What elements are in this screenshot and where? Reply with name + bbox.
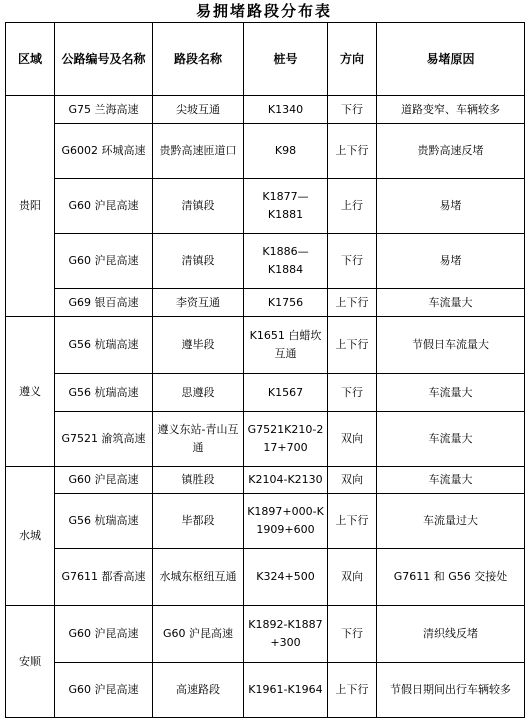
stake-cell: K1897+000-K1909+600 — [244, 494, 328, 549]
table-row — [6, 412, 525, 467]
table-row — [6, 289, 525, 317]
table-row — [6, 549, 525, 606]
header-section: 路段名称 — [153, 23, 244, 96]
congestion-table — [5, 22, 525, 718]
region-cell: 遵义 — [6, 317, 55, 467]
road-cell: G69 银百高速 — [55, 289, 153, 317]
section-cell: 高速路段 — [153, 663, 244, 718]
direction-cell: 上下行 — [328, 289, 377, 317]
stake-cell: K1961-K1964 — [244, 663, 328, 718]
direction-cell: 双向 — [328, 549, 377, 606]
stake-cell: K1340 — [244, 96, 328, 124]
direction-cell: 双向 — [328, 412, 377, 467]
header-stake: 桩号 — [244, 23, 328, 96]
page-title: 易拥堵路段分布表 — [195, 2, 332, 20]
reason-cell: 车流量过大 — [377, 494, 525, 549]
table-row — [6, 606, 525, 663]
table-row — [6, 663, 525, 718]
stake-cell: K324+500 — [244, 549, 328, 606]
region-cell: 贵阳 — [6, 96, 55, 317]
road-cell: G60 沪昆高速 — [55, 467, 153, 494]
table-row — [6, 96, 525, 124]
reason-cell: 车流量大 — [377, 467, 525, 494]
road-cell: G56 杭瑞高速 — [55, 317, 153, 374]
reason-cell: 节假日期间出行车辆较多 — [377, 663, 525, 718]
road-cell: G6002 环城高速 — [55, 124, 153, 179]
table-row — [6, 494, 525, 549]
direction-cell: 下行 — [328, 374, 377, 412]
reason-cell: 车流量大 — [377, 374, 525, 412]
road-cell: G60 沪昆高速 — [55, 606, 153, 663]
direction-cell: 下行 — [328, 96, 377, 124]
section-cell: 尖坡互通 — [153, 96, 244, 124]
header-road: 公路编号及名称 — [55, 23, 153, 96]
section-cell: 镇胜段 — [153, 467, 244, 494]
stake-cell: G7521K210-217+700 — [244, 412, 328, 467]
reason-cell: 道路变窄、车辆较多 — [377, 96, 525, 124]
section-cell: 清镇段 — [153, 179, 244, 234]
table-row — [6, 467, 525, 494]
stake-cell: K1892-K1887+300 — [244, 606, 328, 663]
stake-cell: K98 — [244, 124, 328, 179]
table-row — [6, 317, 525, 374]
stake-cell: K1886—K1884 — [244, 234, 328, 289]
reason-cell: 车流量大 — [377, 412, 525, 467]
stake-cell: K1877—K1881 — [244, 179, 328, 234]
table-row — [6, 234, 525, 289]
section-cell: 李资互通 — [153, 289, 244, 317]
reason-cell: 易堵 — [377, 234, 525, 289]
road-cell: G56 杭瑞高速 — [55, 374, 153, 412]
section-cell: 遵义东站-青山互通 — [153, 412, 244, 467]
section-cell: 毕都段 — [153, 494, 244, 549]
direction-cell: 下行 — [328, 606, 377, 663]
table-row — [6, 179, 525, 234]
road-cell: G60 沪昆高速 — [55, 179, 153, 234]
stake-cell: K1651 白蜡坎互通 — [244, 317, 328, 374]
direction-cell: 上下行 — [328, 317, 377, 374]
table-row — [6, 124, 525, 179]
section-cell: G60 沪昆高速 — [153, 606, 244, 663]
table-row — [6, 374, 525, 412]
stake-cell: K2104-K2130 — [244, 467, 328, 494]
region-cell: 安顺 — [6, 606, 55, 718]
section-cell: 思遵段 — [153, 374, 244, 412]
road-cell: G7611 都香高速 — [55, 549, 153, 606]
section-cell: 遵毕段 — [153, 317, 244, 374]
reason-cell: 车流量大 — [377, 289, 525, 317]
direction-cell: 上下行 — [328, 663, 377, 718]
region-cell: 水城 — [6, 467, 55, 606]
section-cell: 贵黔高速匝道口 — [153, 124, 244, 179]
road-cell: G75 兰海高速 — [55, 96, 153, 124]
header-direction: 方向 — [328, 23, 377, 96]
reason-cell: 易堵 — [377, 179, 525, 234]
reason-cell: G7611 和 G56 交接处 — [377, 549, 525, 606]
stake-cell: K1567 — [244, 374, 328, 412]
section-cell: 清镇段 — [153, 234, 244, 289]
direction-cell: 上下行 — [328, 494, 377, 549]
road-cell: G60 沪昆高速 — [55, 234, 153, 289]
road-cell: G56 杭瑞高速 — [55, 494, 153, 549]
reason-cell: 清织线反堵 — [377, 606, 525, 663]
direction-cell: 双向 — [328, 467, 377, 494]
table-header-row — [6, 23, 525, 96]
direction-cell: 上下行 — [328, 124, 377, 179]
header-reason: 易堵原因 — [377, 23, 525, 96]
direction-cell: 上行 — [328, 179, 377, 234]
section-cell: 水城东枢纽互通 — [153, 549, 244, 606]
reason-cell: 贵黔高速反堵 — [377, 124, 525, 179]
road-cell: G60 沪昆高速 — [55, 663, 153, 718]
header-region: 区域 — [6, 23, 55, 96]
road-cell: G7521 渝筑高速 — [55, 412, 153, 467]
stake-cell: K1756 — [244, 289, 328, 317]
direction-cell: 下行 — [328, 234, 377, 289]
reason-cell: 节假日车流量大 — [377, 317, 525, 374]
